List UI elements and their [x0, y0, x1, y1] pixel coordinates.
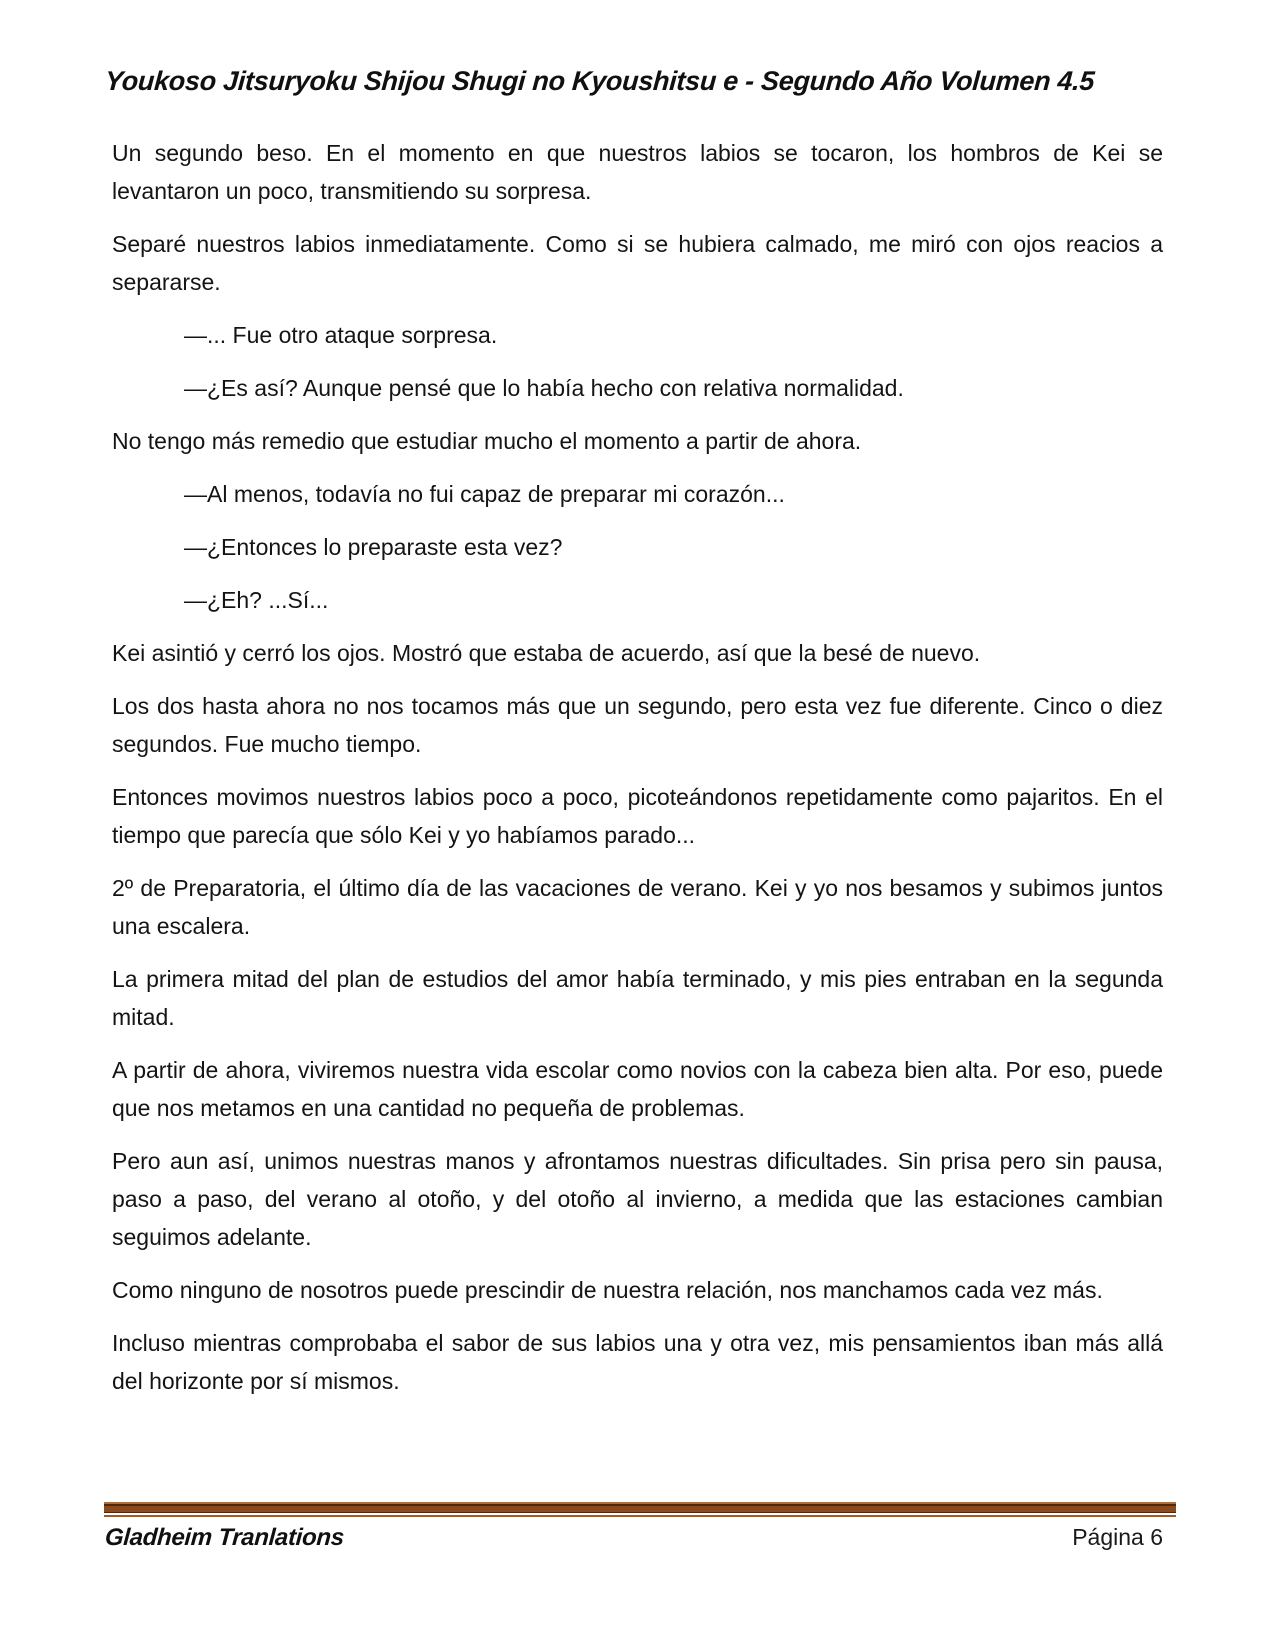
footer-divider-rule: [104, 1502, 1176, 1517]
body-paragraph: 2º de Preparatoria, el último día de las vacaciones de verano. Kei y yo nos besamos y subimos juntos una escalera.: [112, 875, 1163, 939]
body-paragraph: Pero aun así, unimos nuestras manos y afrontamos nuestras dificultades. Sin prisa pero sin pausa, paso a paso, del verano al otoño, y del otoño al invierno, a medida que las estaciones cambian seguimos adelante.: [112, 1148, 1163, 1250]
page-number: Página 6: [1072, 1524, 1163, 1550]
body-paragraph: Incluso mientras comprobaba el sabor de sus labios una y otra vez, mis pensamientos iban más allá del horizonte por sí mismos.: [112, 1330, 1163, 1394]
body-paragraph: Un segundo beso. En el momento en que nuestros labios se tocaron, los hombros de Kei se levantaron un poco, transmitiendo su sorpresa.: [112, 140, 1163, 204]
body-paragraph: Como ninguno de nosotros puede prescindir de nuestra relación, nos manchamos cada vez más.: [112, 1277, 1103, 1303]
page-body: [112, 134, 1163, 1415]
translator-credit: Gladheim Tranlations: [104, 1524, 345, 1551]
body-paragraph: A partir de ahora, viviremos nuestra vida escolar como novios con la cabeza bien alta. Por eso, puede que nos metamos en una cantidad no pequeña de problemas.: [112, 1057, 1163, 1121]
document-title: Youkoso Jitsuryoku Shijou Shugi no Kyoushitsu e - Segundo Año Volumen 4.5: [104, 66, 1096, 96]
dialogue-paragraph: —¿Eh? ...Sí...: [184, 587, 329, 613]
body-paragraph: No tengo más remedio que estudiar mucho el momento a partir de ahora.: [112, 428, 862, 454]
body-paragraph: Los dos hasta ahora no nos tocamos más que un segundo, pero esta vez fue diferente. Cinco o diez segundos. Fue mucho tiempo.: [112, 693, 1163, 757]
dialogue-paragraph: —¿Entonces lo preparaste esta vez?: [184, 534, 563, 560]
body-paragraph: Kei asintió y cerró los ojos. Mostró que estaba de acuerdo, así que la besé de nuevo.: [112, 640, 981, 666]
dialogue-paragraph: —Al menos, todavía no fui capaz de preparar mi corazón...: [184, 481, 785, 507]
dialogue-paragraph: —... Fue otro ataque sorpresa.: [184, 322, 498, 348]
body-paragraph: Separé nuestros labios inmediatamente. Como si se hubiera calmado, me miró con ojos reacios a separarse.: [112, 231, 1163, 295]
dialogue-paragraph: —¿Es así? Aunque pensé que lo había hecho con relativa normalidad.: [184, 375, 904, 401]
body-paragraph: La primera mitad del plan de estudios del amor había terminado, y mis pies entraban en la segunda mitad.: [112, 966, 1163, 1030]
page-footer: [104, 1524, 1163, 1552]
page-header: [104, 66, 1171, 97]
body-paragraph: Entonces movimos nuestros labios poco a poco, picoteándonos repetidamente como pajaritos. En el tiempo que parecía que sólo Kei y yo habíamos parado...: [112, 784, 1163, 848]
